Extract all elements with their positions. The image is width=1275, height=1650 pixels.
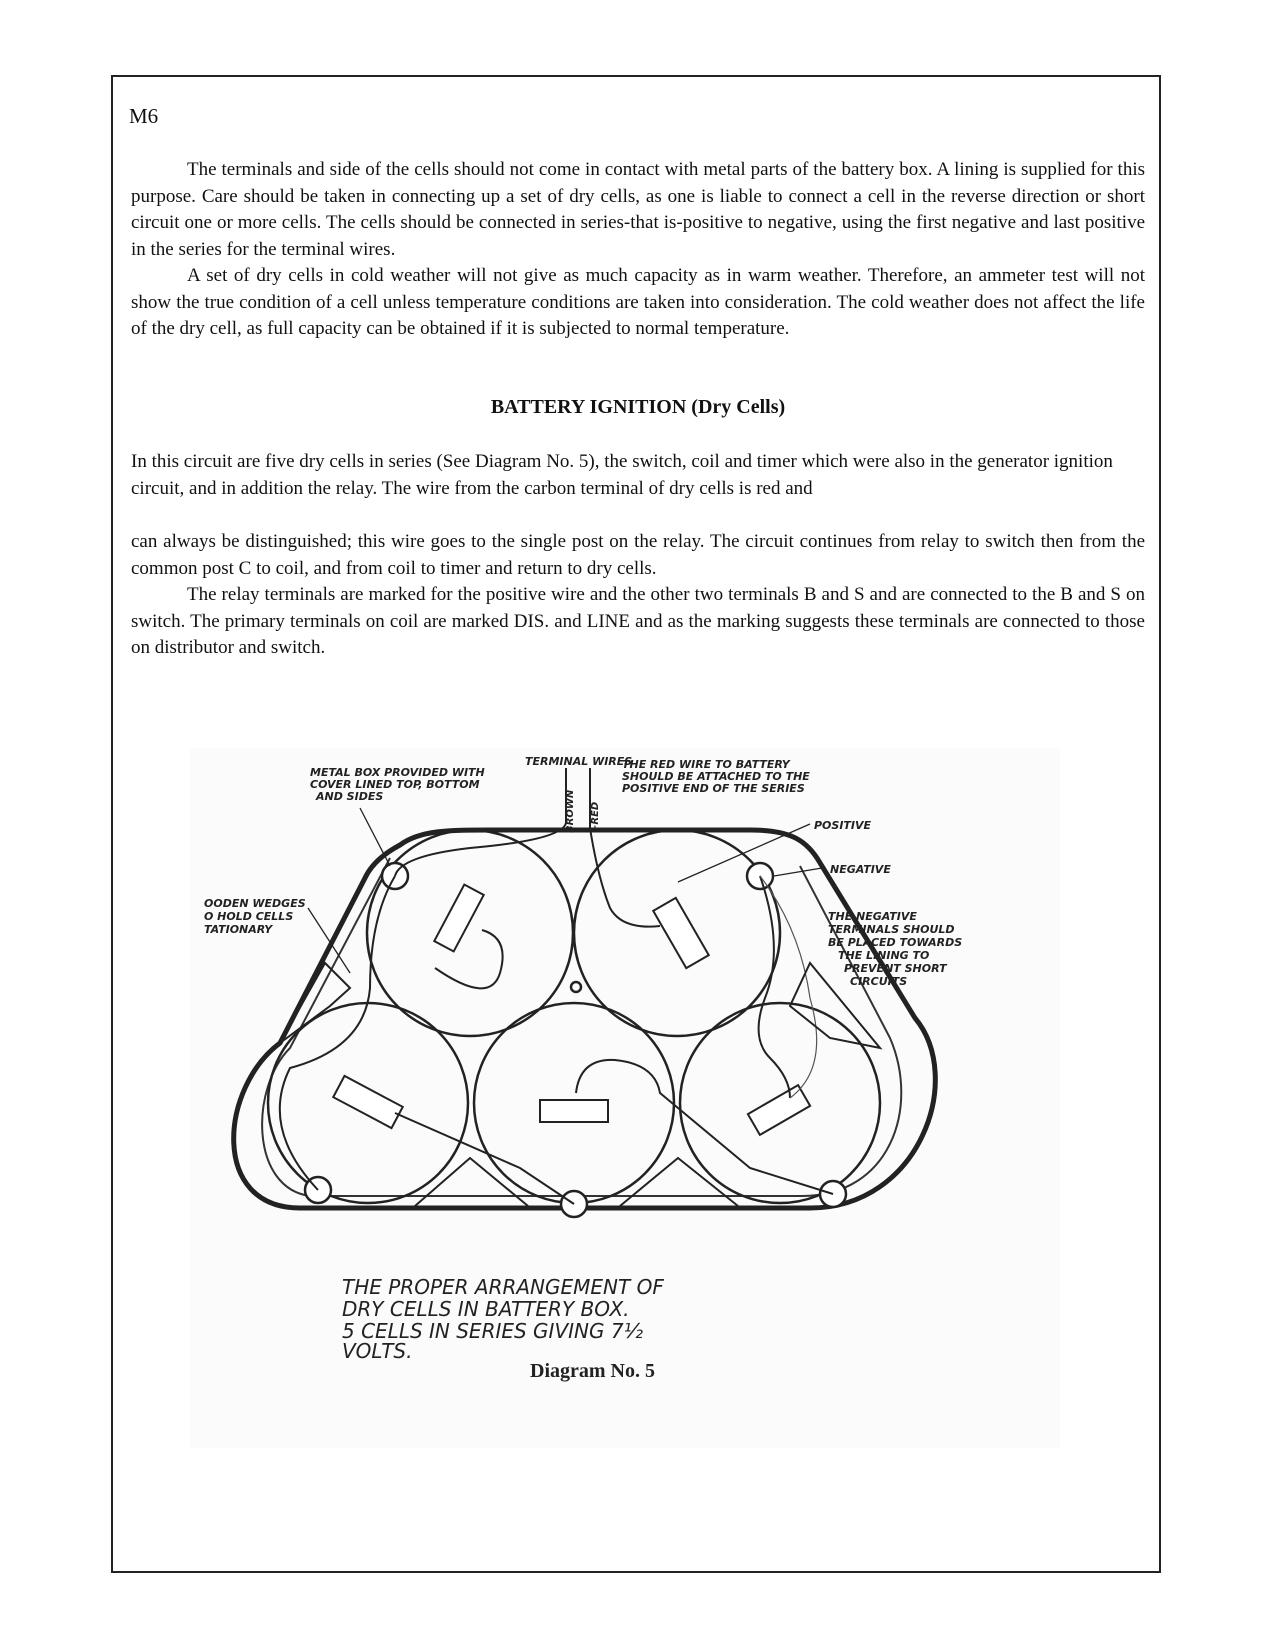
terminal-wires-label: TERMINAL WIRES [525,755,633,768]
caption-line-4: VOLTS. [342,1339,413,1363]
neg-note-6: CIRCUITS [850,975,908,988]
caption-line-2: DRY CELLS IN BATTERY BOX. [342,1297,630,1321]
caption-line-3: 5 CELLS IN SERIES GIVING 7½ [342,1319,643,1343]
red-wire-note-1: THE RED WIRE TO BATTERY [622,758,790,771]
page-number: M6 [129,104,159,128]
paragraph-relay-terminals: The relay terminals are marked for the positive wire and the other two terminals B and S and are connected to the B and S on switch. The primary terminals on coil are marked DIS. and LINE and as the marking suggests these terminals are connected to those on distributor and switch. [131,584,1145,658]
wedges-note-1: OODEN WEDGES [204,897,306,910]
red-wire-note-2: SHOULD BE ATTACHED TO THE [622,770,810,783]
paragraph-terminals: The terminals and side of the cells should not come in contact with metal parts of the battery box. A lining is supplied for this purpose. Care should be taken in connecting up a set of dry cells, as one is liable to connect a cell in the reverse direction or short circuit one or more cells. The cells should be connected in series-that is-positive to negative, using the first negative and last positive in the series for the terminal wires. [131,159,1145,260]
paragraph-circuit-continued: can always be distinguished; this wire goes to the single post on the relay. The circuit continues from relay to switch then from the common post C to coil, and from coil to timer and return to dry cells. [131,531,1145,579]
negative-label: NEGATIVE [830,863,891,876]
dry-cell-diagram [190,748,1060,1448]
wire-brown-label: BROWN [565,789,576,833]
positive-label: POSITIVE [814,819,872,832]
neg-note-4: THE LINING TO [838,949,930,962]
metal-box-note-1: METAL BOX PROVIDED WITH [310,766,485,779]
wedges-note-3: TATIONARY [204,923,273,936]
wedges-note-2: O HOLD CELLS [204,910,294,923]
section-heading: BATTERY IGNITION (Dry Cells) [490,396,786,418]
paragraph-circuit: In this circuit are five dry cells in series (See Diagram No. 5), the switch, coil and timer which were also in the generator ignition circuit, and in addition the relay. The wire from the carbon terminal of dry cells is red and [131,451,1113,499]
red-wire-note-3: POSITIVE END OF THE SERIES [622,782,805,795]
metal-box-note-2: COVER LINED TOP, BOTTOM [310,778,480,791]
metal-box-note-3: AND SIDES [316,790,384,803]
paragraph-cold-weather: A set of dry cells in cold weather will not give as much capacity as in warm weather. Therefore, an ammeter test will not show the true condition of a cell unless temperature conditions are taken into consideration. The cold weather does not affect the life of the dry cell, as full capacity can be obtained if it is subjected to normal temperature. [131,265,1145,339]
neg-note-5: PREVENT SHORT [844,962,947,975]
neg-note-1: THE NEGATIVE [828,910,917,923]
neg-note-2: TERMINALS SHOULD [828,923,955,936]
wire-red-label: +RED [590,801,601,833]
caption-line-1: THE PROPER ARRANGEMENT OF [342,1275,664,1299]
diagram-title: Diagram No. 5 [530,1360,655,1382]
neg-note-3: BE PLACED TOWARDS [828,936,963,949]
